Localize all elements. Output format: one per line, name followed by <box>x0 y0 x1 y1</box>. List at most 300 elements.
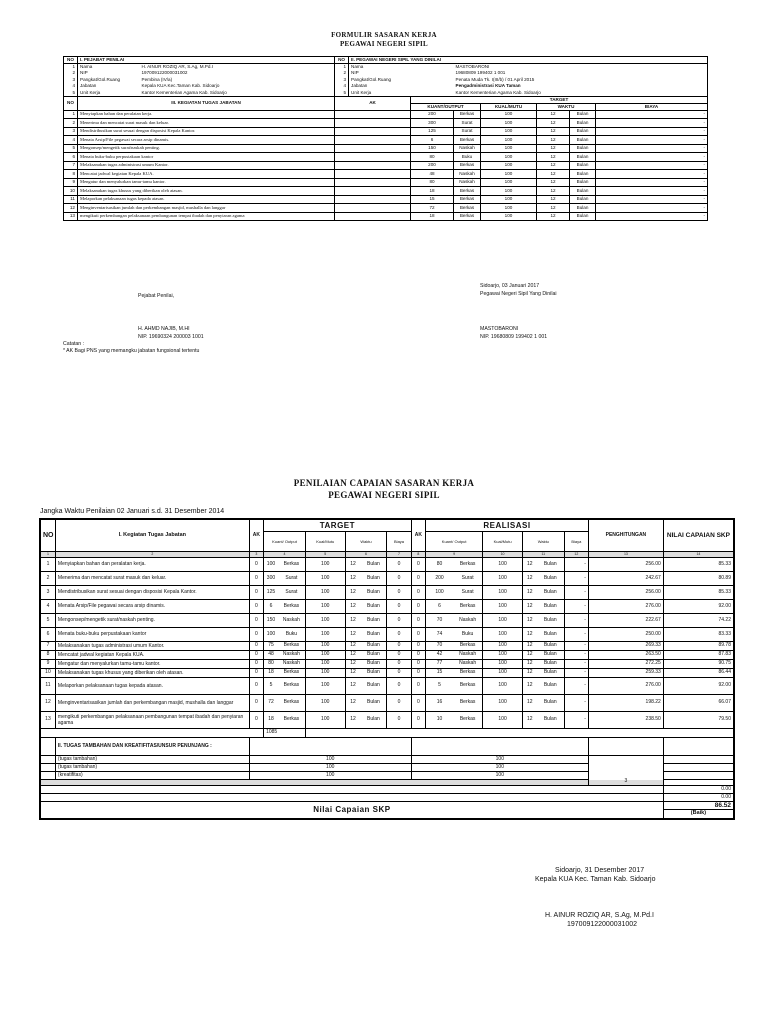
row-nilai: 85.33 <box>663 557 734 571</box>
row-target-waktu: 12 <box>345 613 360 627</box>
row-target-waktu-satuan: Bulan <box>360 571 386 585</box>
header-nilai: NILAI CAPAIAN SKP <box>663 519 734 551</box>
row-penghitungan: 198.22 <box>588 694 663 711</box>
row-kuant-satuan: Berkas <box>454 110 481 119</box>
row-realisasi-waktu-satuan: Bulan <box>537 659 565 668</box>
row-no: 13 <box>64 212 78 221</box>
row-realisasi-kuant: 16 <box>426 694 454 711</box>
header-target: TARGET <box>411 96 708 103</box>
pegawai-field-value: Penata Muda Tk. I(III/b) / 01 April 2015 <box>454 77 708 84</box>
row-realisasi-satuan: Berkas <box>453 557 483 571</box>
tambahan-realisasi: 100 <box>411 755 588 763</box>
row-kegiatan: Menata buku-buku perpustakaan kantor <box>55 627 249 641</box>
row-nilai: 92.00 <box>663 599 734 613</box>
column-number: 10 <box>483 551 523 557</box>
row-kegiatan: Mendistribusikan surat sesuai dengan disposisi Kepala Kantor. <box>78 127 335 136</box>
tambahan-nilai <box>663 763 734 771</box>
row-realisasi-biaya: - <box>564 599 588 613</box>
row-waktu: 12 <box>537 119 570 128</box>
row-realisasi-kuant: 100 <box>426 585 454 599</box>
row-penghitungan: 242.67 <box>588 571 663 585</box>
column-number: 13 <box>588 551 663 557</box>
row-realisasi-ak: 0 <box>411 613 425 627</box>
row-kuant: 80 <box>411 153 454 162</box>
row-no: 3 <box>64 127 78 136</box>
row-kegiatan: Melaksanakan tugas administrasi umum Kantor. <box>55 641 249 650</box>
row-waktu-satuan: Bulan <box>570 187 596 196</box>
tambahan-realisasi: 100 <box>411 771 588 779</box>
tambahan-empty <box>249 737 411 755</box>
row-biaya: - <box>596 170 708 179</box>
tambahan-nilai <box>663 771 734 779</box>
nilai-capaian-total <box>663 801 734 819</box>
row-target-biaya: 0 <box>387 711 411 728</box>
row-realisasi-waktu: 12 <box>522 599 536 613</box>
row-realisasi-waktu-satuan: Bulan <box>537 571 565 585</box>
row-kual: 100 <box>481 170 537 179</box>
row-realisasi-waktu-satuan: Bulan <box>537 668 565 677</box>
nilai-total-value: 86.52 <box>664 802 733 810</box>
row-realisasi-kuant: 10 <box>426 711 454 728</box>
row-target-kuant: 100 <box>264 627 278 641</box>
row-kual: 100 <box>481 204 537 213</box>
column-number: 5 <box>305 551 345 557</box>
row-kegiatan: Mengatur dan menyalurkan tamu-tamu kantor. <box>55 659 249 668</box>
row-target-waktu-satuan: Bulan <box>360 599 386 613</box>
pejabat-penilai-label: Pejabat Penilai, <box>138 293 175 299</box>
row-target-kuant: 300 <box>264 571 278 585</box>
row-realisasi-waktu: 12 <box>522 585 536 599</box>
row-no: 12 <box>64 204 78 213</box>
row-target-biaya: 0 <box>387 694 411 711</box>
row-biaya: - <box>596 136 708 145</box>
row-ak <box>335 195 411 204</box>
row-penghitungan: 250.00 <box>588 627 663 641</box>
header-no: NO <box>40 519 55 551</box>
tambahan-penghitungan: 3 <box>588 755 663 785</box>
row-target-kuant: 150 <box>264 613 278 627</box>
row-target-kuant: 125 <box>264 585 278 599</box>
pejabat-field-label: Nama <box>80 64 93 69</box>
row-waktu-satuan: Bulan <box>570 204 596 213</box>
row-target-kual: 100 <box>305 585 345 599</box>
header-target: TARGET <box>264 519 412 531</box>
tambahan-target: 100 <box>249 755 411 763</box>
tambahan-target: 100 <box>249 771 411 779</box>
row-realisasi-satuan: Buku <box>453 627 483 641</box>
row-no: 11 <box>64 195 78 204</box>
row-target-waktu: 12 <box>345 585 360 599</box>
row-kegiatan: Mencatat jadwal kegiatan Kepala KUA. <box>78 170 335 179</box>
row-target-waktu-satuan: Bulan <box>360 641 386 650</box>
nilai-predikat: (Baik) <box>690 809 707 816</box>
row-kegiatan: Mencatat jadwal kegiatan Kepala KUA. <box>55 650 249 659</box>
column-number: 14 <box>663 551 734 557</box>
row-target-biaya: 0 <box>387 613 411 627</box>
row-no: 1 <box>40 557 55 571</box>
sub-waktu: Waktu <box>522 531 564 551</box>
row-biaya: - <box>596 187 708 196</box>
pejabat-no: 2 <box>64 70 78 77</box>
row-ak: 0 <box>249 557 263 571</box>
row-kual: 100 <box>481 212 537 221</box>
blank-row <box>40 793 663 801</box>
row-realisasi-kuant: 70 <box>426 613 454 627</box>
row-biaya: - <box>596 110 708 119</box>
header-pejabat-penilai: I. PEJABAT PENILAI <box>78 57 335 64</box>
row-waktu-satuan: Bulan <box>570 161 596 170</box>
pejabat-field-value: H. AINUR ROZIQ AR, S.Ag, M.Pd.I <box>140 64 335 71</box>
row-realisasi-satuan: Surat <box>453 585 483 599</box>
row-biaya: - <box>596 204 708 213</box>
row-target-satuan: Buku <box>278 627 306 641</box>
row-realisasi-waktu: 12 <box>522 711 536 728</box>
row-no: 10 <box>64 187 78 196</box>
row-target-biaya: 0 <box>387 668 411 677</box>
tambahan-no <box>40 755 55 763</box>
header-kegiatan: III. KEGIATAN TUGAS JABATAN <box>78 96 335 110</box>
row-nilai: 66.07 <box>663 694 734 711</box>
row-target-kual: 100 <box>305 711 345 728</box>
row-realisasi-ak: 0 <box>411 659 425 668</box>
row-realisasi-satuan: Berkas <box>453 599 483 613</box>
row-target-waktu-satuan: Bulan <box>360 677 386 694</box>
catatan-note: * AK Bagi PNS yang memangku jabatan fungsional tertentu <box>63 348 200 354</box>
sub-biaya: Biaya <box>387 531 411 551</box>
row-ak: 0 <box>249 650 263 659</box>
column-number: 8 <box>411 551 425 557</box>
row-realisasi-kual: 100 <box>483 571 523 585</box>
row-nilai: 80.89 <box>663 571 734 585</box>
row-waktu: 12 <box>537 110 570 119</box>
tambahan-label: (tugas tambahan) <box>55 763 249 771</box>
row-realisasi-kual: 100 <box>483 627 523 641</box>
row-kuant: 300 <box>411 119 454 128</box>
row-realisasi-waktu-satuan: Bulan <box>537 627 565 641</box>
row-waktu-satuan: Bulan <box>570 170 596 179</box>
row-penghitungan: 259.33 <box>588 668 663 677</box>
sub-biaya: Biaya <box>564 531 588 551</box>
column-number: 1 <box>40 551 55 557</box>
pejabat-field-label: Unit Kerja <box>80 89 101 95</box>
row-realisasi-biaya: - <box>564 613 588 627</box>
row-kegiatan: Menata Arsip/File pegawai secara arsip dinamis. <box>78 136 335 145</box>
row-kuant-satuan: Naskah <box>454 178 481 187</box>
form2-date: Sidoarjo, 31 Desember 2017 <box>555 867 645 874</box>
total-empty <box>305 728 734 737</box>
row-target-satuan: Berkas <box>278 694 306 711</box>
row-ak <box>335 136 411 145</box>
row-penghitungan: 256.00 <box>588 557 663 571</box>
row-penghitungan: 276.00 <box>588 677 663 694</box>
row-realisasi-satuan: Berkas <box>453 641 483 650</box>
row-realisasi-waktu-satuan: Bulan <box>537 677 565 694</box>
row-target-biaya: 0 <box>387 659 411 668</box>
row-target-satuan: Berkas <box>278 677 306 694</box>
pegawai-field-value: Kantor Kementerian Agama Kab. Sidoarjo <box>454 90 708 97</box>
row-realisasi-biaya: - <box>564 694 588 711</box>
row-realisasi-ak: 0 <box>411 694 425 711</box>
row-kual: 100 <box>481 144 537 153</box>
row-ak: 0 <box>249 599 263 613</box>
row-waktu-satuan: Bulan <box>570 127 596 136</box>
row-ak <box>335 187 411 196</box>
header-kuant: KUANT/OUTPUT <box>411 103 481 110</box>
row-realisasi-kual: 100 <box>483 668 523 677</box>
row-kual: 100 <box>481 110 537 119</box>
tambahan-target: 100 <box>249 763 411 771</box>
row-waktu-satuan: Bulan <box>570 110 596 119</box>
nilai-capaian-label: Nilai Capaian SKP <box>40 801 663 819</box>
row-no: 8 <box>40 650 55 659</box>
row-realisasi-waktu: 12 <box>522 641 536 650</box>
pegawai-field-value: Pengadministrasi KUA Taman <box>454 83 708 90</box>
row-ak: 0 <box>249 571 263 585</box>
row-realisasi-kuant: 77 <box>426 659 454 668</box>
form1-title: FORMULIR SASARAN KERJA <box>331 31 437 39</box>
tambahan-label: (kreatifitas) <box>55 771 249 779</box>
row-biaya: - <box>596 212 708 221</box>
row-realisasi-satuan: Naskah <box>453 613 483 627</box>
row-realisasi-biaya: - <box>564 557 588 571</box>
row-target-waktu: 12 <box>345 571 360 585</box>
row-waktu: 12 <box>537 136 570 145</box>
row-kuant-satuan: Berkas <box>454 161 481 170</box>
sub-kual: Kual/Mutu <box>305 531 345 551</box>
row-biaya: - <box>596 153 708 162</box>
row-realisasi-biaya: - <box>564 571 588 585</box>
row-realisasi-waktu: 12 <box>522 650 536 659</box>
column-number: 6 <box>345 551 387 557</box>
pegawai-no: 4 <box>335 83 349 90</box>
row-no: 5 <box>64 144 78 153</box>
row-target-kual: 100 <box>305 613 345 627</box>
tambahan-label: (tugas tambahan) <box>55 755 249 763</box>
row-ak <box>335 170 411 179</box>
row-realisasi-ak: 0 <box>411 668 425 677</box>
row-target-satuan: Naskah <box>278 613 306 627</box>
row-target-satuan: Naskah <box>278 650 306 659</box>
row-target-satuan: Surat <box>278 571 306 585</box>
tambahan-nilai <box>663 755 734 763</box>
row-nilai: 79.50 <box>663 711 734 728</box>
row-realisasi-satuan: Berkas <box>453 677 483 694</box>
row-kegiatan: mengikuti perkembangan pelaksanaan pembangunan tempat ibadah dan penyiaran agama <box>78 212 335 221</box>
row-waktu-satuan: Bulan <box>570 119 596 128</box>
row-kegiatan: Menginventarisasikan jumlah dan perkembangan masjid, mushalla dan langgar <box>78 204 335 213</box>
pegawai-no: 1 <box>335 64 349 71</box>
row-realisasi-satuan: Surat <box>453 571 483 585</box>
total-target-kuant: 1085 <box>264 728 306 737</box>
column-number: 3 <box>249 551 263 557</box>
total-empty <box>40 728 264 737</box>
row-realisasi-kuant: 6 <box>426 599 454 613</box>
row-target-waktu: 12 <box>345 711 360 728</box>
row-realisasi-satuan: Berkas <box>453 711 483 728</box>
row-realisasi-biaya: - <box>564 627 588 641</box>
column-number: 7 <box>387 551 411 557</box>
row-waktu: 12 <box>537 127 570 136</box>
pegawai-field-label: Nama <box>351 64 364 69</box>
row-kuant-satuan: Naskah <box>454 170 481 179</box>
row-penghitungan: 276.00 <box>588 599 663 613</box>
row-realisasi-waktu: 12 <box>522 627 536 641</box>
row-realisasi-waktu-satuan: Bulan <box>537 557 565 571</box>
row-realisasi-biaya: - <box>564 659 588 668</box>
header-ak: AK <box>249 519 263 551</box>
row-ak <box>335 144 411 153</box>
pegawai-field-label: Unit Kerja <box>351 89 372 95</box>
row-target-kual: 100 <box>305 557 345 571</box>
row-target-biaya: 0 <box>387 677 411 694</box>
row-kegiatan: Melaksanakan tugas administrasi umum Kantor. <box>78 161 335 170</box>
pegawai-field-label: Pangkat/Gol.Ruang <box>351 76 392 82</box>
row-nilai: 83.33 <box>663 627 734 641</box>
row-waktu-satuan: Bulan <box>570 153 596 162</box>
row-waktu-satuan: Bulan <box>570 136 596 145</box>
kepala-nip: 197009122000031002 <box>567 921 638 928</box>
row-realisasi-waktu-satuan: Bulan <box>537 585 565 599</box>
row-realisasi-kuant: 80 <box>426 557 454 571</box>
row-no: 8 <box>64 170 78 179</box>
row-nilai: 89.78 <box>663 641 734 650</box>
row-kuant-satuan: Berkas <box>454 204 481 213</box>
row-no: 6 <box>40 627 55 641</box>
row-penghitungan: 256.00 <box>588 585 663 599</box>
pejabat-no: 4 <box>64 83 78 90</box>
row-kual: 100 <box>481 153 537 162</box>
row-waktu: 12 <box>537 161 570 170</box>
row-kuant-satuan: Berkas <box>454 212 481 221</box>
row-target-waktu-satuan: Bulan <box>360 659 386 668</box>
row-kuant: 15 <box>411 195 454 204</box>
row-penghitungan: 269.33 <box>588 641 663 650</box>
row-kuant-satuan: Buku <box>454 153 481 162</box>
row-kegiatan: Melaksanakan tugas khusus yang diberikan oleh atasan. <box>78 187 335 196</box>
column-number: 11 <box>522 551 564 557</box>
row-target-kual: 100 <box>305 659 345 668</box>
row-kegiatan: Menyiapkan bahan dan peralatan kerja. <box>78 110 335 119</box>
row-no: 6 <box>64 153 78 162</box>
pejabat-no: 1 <box>64 64 78 71</box>
row-ak: 0 <box>249 659 263 668</box>
row-realisasi-ak: 0 <box>411 627 425 641</box>
row-kual: 100 <box>481 127 537 136</box>
pejabat-field-label: Jabatan <box>80 83 97 89</box>
row-kegiatan: Mengatur dan menyalurkan tamu-tamu kantor. <box>78 178 335 187</box>
header-realisasi: REALISASI <box>426 519 589 531</box>
row-kegiatan: Menerima dan mencatat surat masuk dan keluar. <box>78 119 335 128</box>
row-ak <box>335 178 411 187</box>
row-no: 11 <box>40 677 55 694</box>
row-kual: 100 <box>481 195 537 204</box>
row-ak: 0 <box>249 677 263 694</box>
row-target-waktu-satuan: Bulan <box>360 557 386 571</box>
row-realisasi-waktu-satuan: Bulan <box>537 599 565 613</box>
row-waktu: 12 <box>537 178 570 187</box>
row-realisasi-satuan: Naskah <box>453 650 483 659</box>
tambahan-no <box>40 771 55 779</box>
tambahan-title: II. TUGAS TAMBAHAN DAN KREATIFITAS/UNSUR PENUNJANG : <box>55 737 249 755</box>
row-penghitungan: 238.50 <box>588 711 663 728</box>
row-target-waktu: 12 <box>345 659 360 668</box>
row-target-waktu: 12 <box>345 694 360 711</box>
row-target-kual: 100 <box>305 694 345 711</box>
pegawai-dinilai-label: Pegawai Negeri Sipil Yang Dinilai <box>480 291 557 297</box>
row-no: 3 <box>40 585 55 599</box>
row-realisasi-ak: 0 <box>411 557 425 571</box>
row-kegiatan: Menata buku-buku perpustakaan kantor <box>78 153 335 162</box>
header-no: NO <box>64 96 78 110</box>
row-waktu-satuan: Bulan <box>570 144 596 153</box>
row-ak <box>335 127 411 136</box>
row-kegiatan: Menyiapkan bahan dan peralatan kerja. <box>55 557 249 571</box>
row-realisasi-biaya: - <box>564 711 588 728</box>
row-kuant-satuan: Surat <box>454 119 481 128</box>
tambahan-empty <box>411 737 588 755</box>
row-target-satuan: Naskah <box>278 659 306 668</box>
row-ak <box>335 119 411 128</box>
row-target-kual: 100 <box>305 571 345 585</box>
row-target-biaya: 0 <box>387 641 411 650</box>
row-kuant: 200 <box>411 161 454 170</box>
row-target-waktu: 12 <box>345 557 360 571</box>
row-ak: 0 <box>249 613 263 627</box>
row-kegiatan: Menginventarisasikan jumlah dan perkembangan masjid, mushalla dan langgar <box>55 694 249 711</box>
row-realisasi-kual: 100 <box>483 641 523 650</box>
row-target-kuant: 6 <box>264 599 278 613</box>
row-target-biaya: 0 <box>387 650 411 659</box>
row-ak <box>335 212 411 221</box>
row-no: 1 <box>64 110 78 119</box>
row-penghitungan: 272.25 <box>588 659 663 668</box>
pegawai-nip: NIP. 19680809 199402 1 001 <box>480 334 548 340</box>
row-no: 7 <box>40 641 55 650</box>
row-realisasi-ak: 0 <box>411 641 425 650</box>
pejabat-name: H. AHMD NAJIB, M.HI <box>138 326 190 332</box>
row-target-kuant: 100 <box>264 557 278 571</box>
row-realisasi-waktu: 12 <box>522 613 536 627</box>
blank-row <box>40 785 663 793</box>
row-nilai: 87.83 <box>663 650 734 659</box>
row-kuant: 18 <box>411 212 454 221</box>
row-realisasi-kuant: 42 <box>426 650 454 659</box>
header-ak2: AK <box>411 519 425 551</box>
row-target-kuant: 18 <box>264 668 278 677</box>
form2-title: PENILAIAN CAPAIAN SASARAN KERJA <box>293 478 475 488</box>
row-realisasi-waktu: 12 <box>522 668 536 677</box>
row-realisasi-kual: 100 <box>483 613 523 627</box>
row-penghitungan: 222.67 <box>588 613 663 627</box>
row-realisasi-waktu: 12 <box>522 557 536 571</box>
header-waktu: WAKTU <box>537 103 596 110</box>
row-kegiatan: Melaporkan pelaksanaan tugas kepada atasan. <box>55 677 249 694</box>
row-kegiatan: Mengonsep/mengetik surat/naskah penting. <box>78 144 335 153</box>
row-ak: 0 <box>249 711 263 728</box>
row-ak: 0 <box>249 641 263 650</box>
row-nilai: 90.75 <box>663 659 734 668</box>
row-kegiatan: Menerima dan mencatat surat masuk dan keluar. <box>55 571 249 585</box>
pegawai-name: MASTOBARONI <box>480 326 519 332</box>
row-kuant: 80 <box>411 178 454 187</box>
row-waktu: 12 <box>537 195 570 204</box>
row-target-waktu: 12 <box>345 668 360 677</box>
row-target-satuan: Berkas <box>278 668 306 677</box>
skp-realisasi-table <box>39 518 735 820</box>
row-waktu: 12 <box>537 153 570 162</box>
row-biaya: - <box>596 161 708 170</box>
row-ak <box>335 153 411 162</box>
